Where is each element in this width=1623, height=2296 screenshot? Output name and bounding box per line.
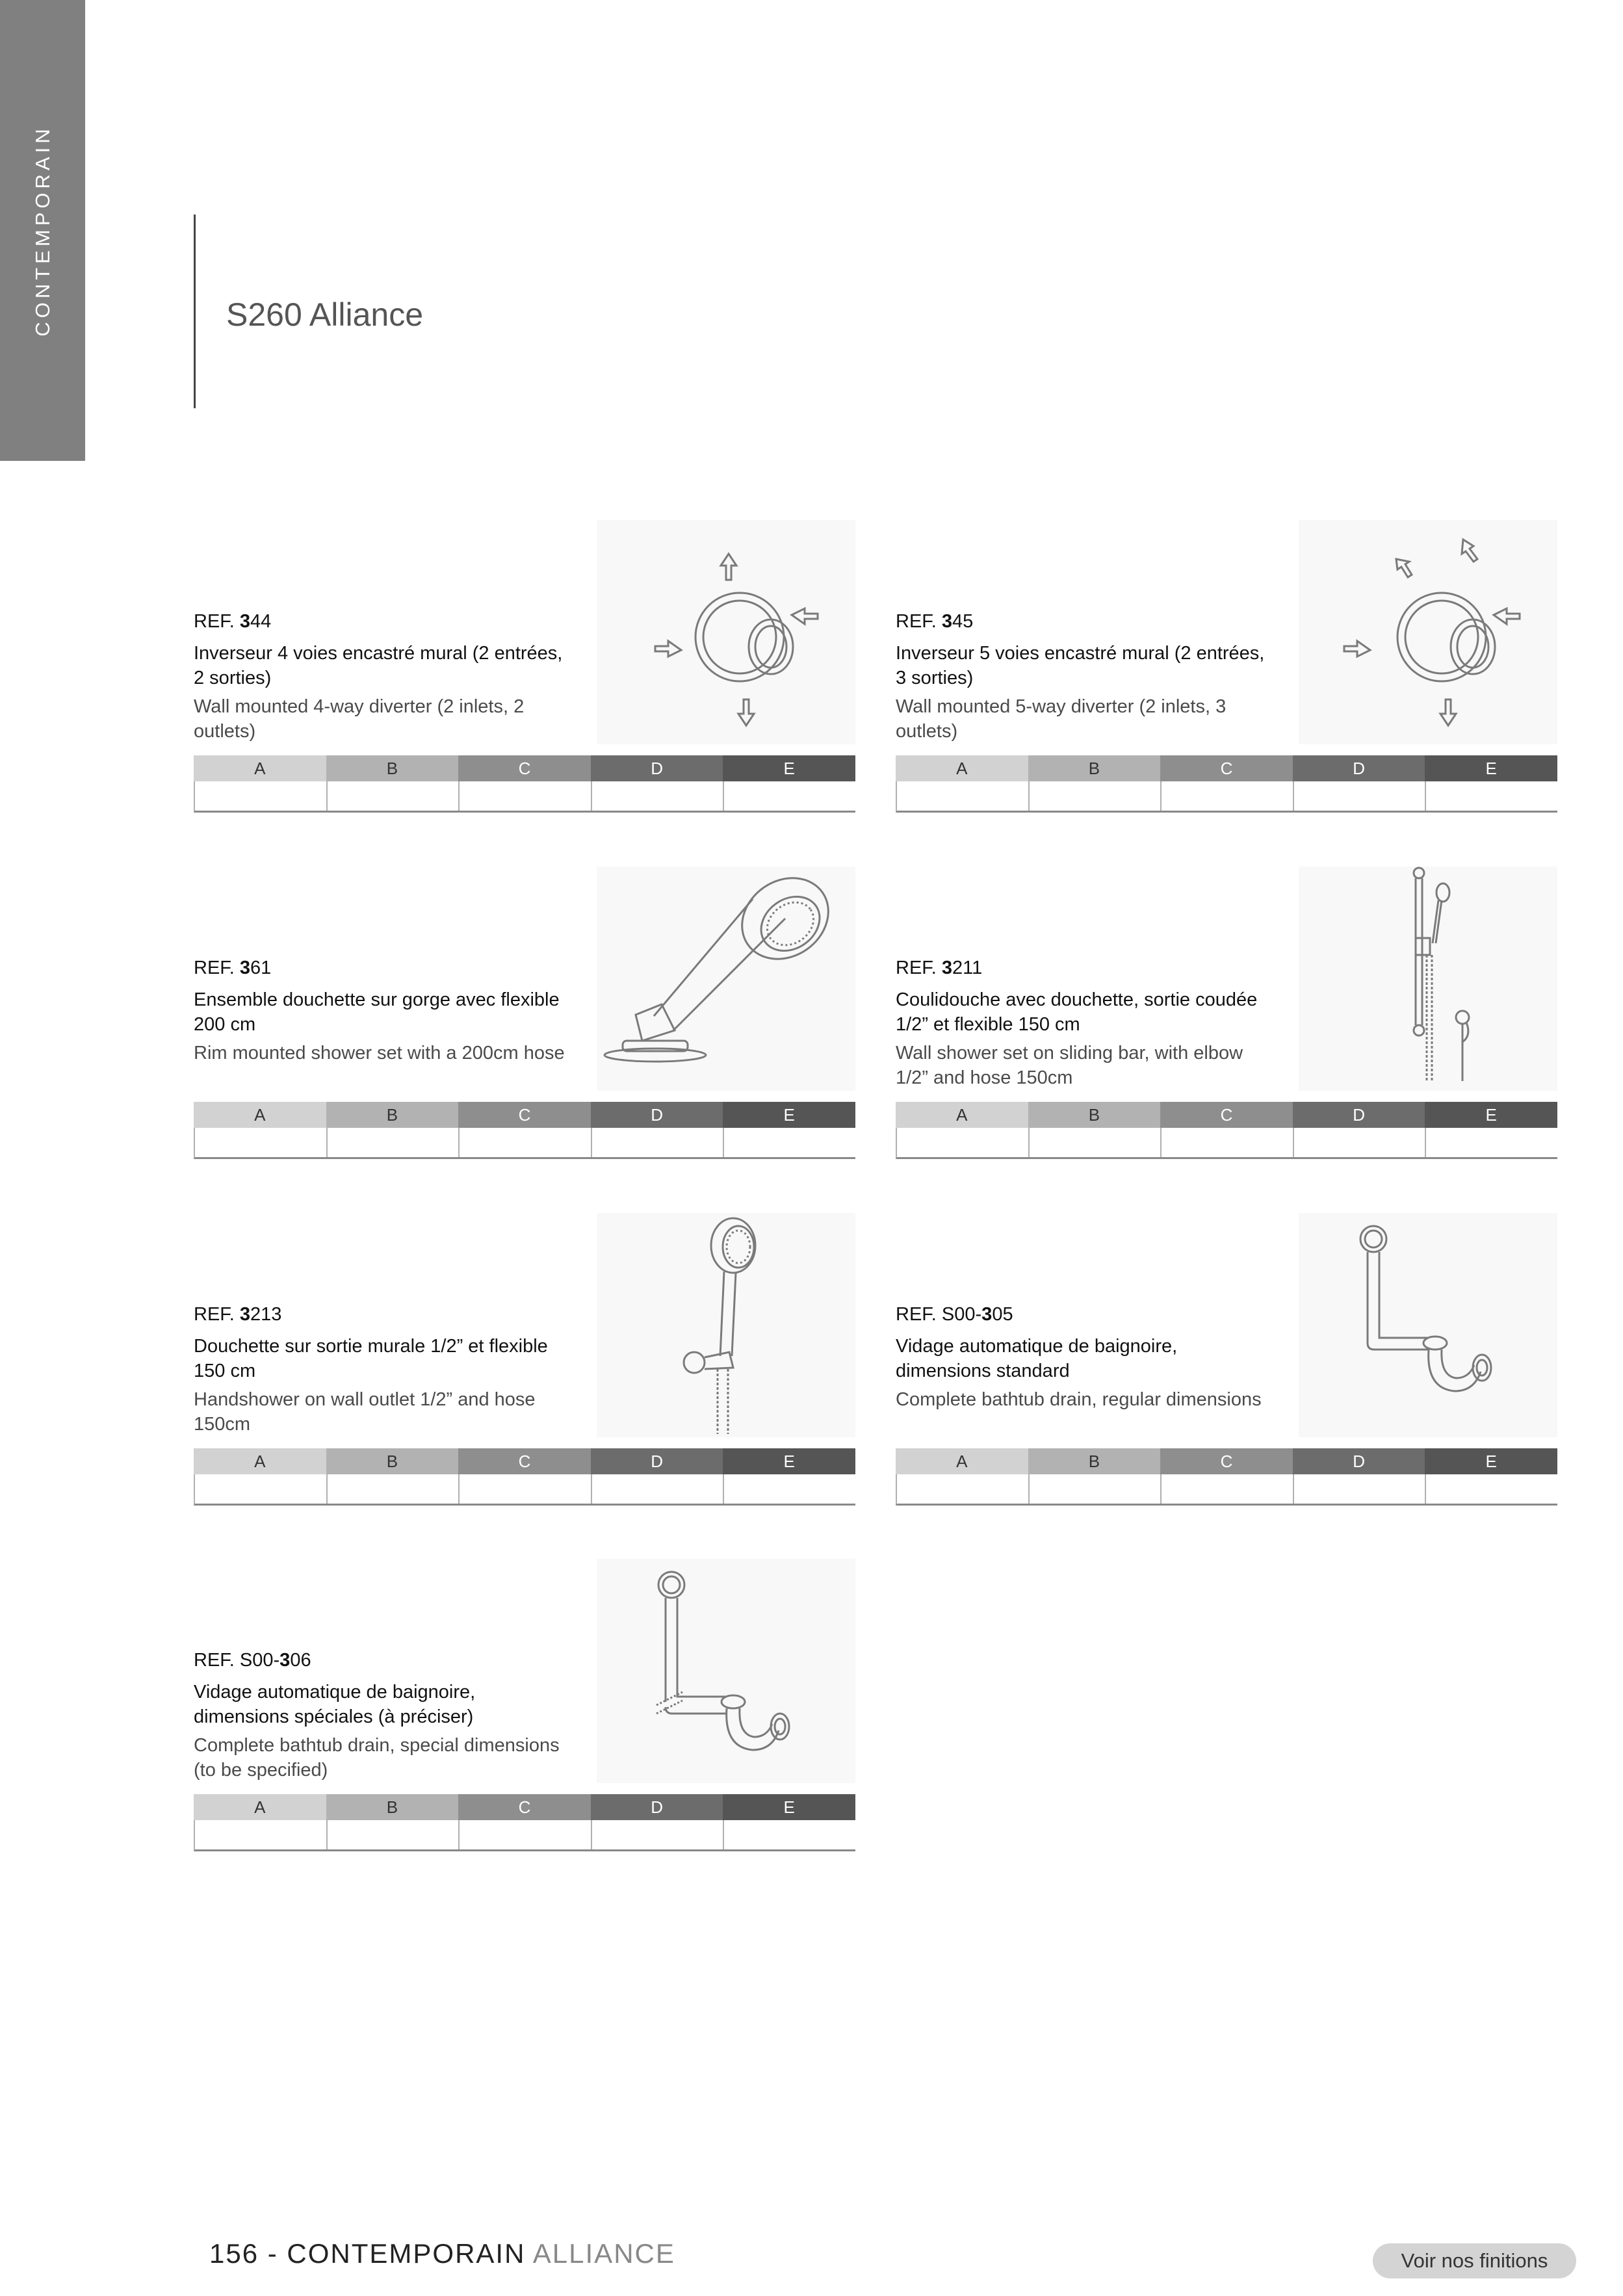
finish-col-b: B <box>326 1794 459 1820</box>
product-card <box>194 520 855 822</box>
finish-col-d: D <box>591 755 723 781</box>
product-card <box>896 867 1557 1169</box>
finish-col-b: B <box>1028 755 1161 781</box>
finish-col-c: C <box>458 755 591 781</box>
finish-col-e: E <box>723 1102 855 1128</box>
footer-collection: ALLIANCE <box>532 2238 675 2269</box>
side-section-label: CONTEMPORAIN <box>31 125 54 337</box>
finish-col-a: A <box>194 1794 326 1820</box>
finish-col-d: D <box>1293 755 1425 781</box>
product-ref: REF. S00-306 <box>194 1650 311 1671</box>
product-name-en: Complete bathtub drain, special dimensions (to be specified) <box>194 1735 560 1781</box>
finish-table <box>194 1794 855 1851</box>
finish-col-d: D <box>591 1102 723 1128</box>
finish-value-row <box>194 1820 855 1851</box>
finish-table <box>896 755 1557 813</box>
finish-header-row <box>194 1102 855 1128</box>
finish-col-b: B <box>1028 1448 1161 1474</box>
finish-col-a: A <box>194 755 326 781</box>
finish-col-a: A <box>194 1102 326 1128</box>
finish-table <box>194 1102 855 1159</box>
finish-col-d: D <box>1293 1448 1425 1474</box>
title-rule <box>194 215 196 408</box>
finish-col-d: D <box>591 1794 723 1820</box>
product-ref: REF. S00-305 <box>896 1304 1013 1325</box>
finish-header-row <box>896 755 1557 781</box>
finish-col-c: C <box>458 1102 591 1128</box>
product-ref: REF. 344 <box>194 611 272 632</box>
finish-col-b: B <box>326 755 459 781</box>
bathtub-drain-icon <box>1299 1213 1557 1437</box>
page-footer <box>209 2238 675 2269</box>
side-section-tab <box>0 0 85 461</box>
finish-col-e: E <box>1425 755 1557 781</box>
finish-col-b: B <box>1028 1102 1161 1128</box>
finish-col-b: B <box>326 1448 459 1474</box>
finish-header-row <box>194 755 855 781</box>
finish-col-e: E <box>1425 1448 1557 1474</box>
page-title: S260 Alliance <box>226 296 424 333</box>
finish-header-row <box>194 1794 855 1820</box>
finish-col-b: B <box>326 1102 459 1128</box>
finish-value-row <box>896 1128 1557 1159</box>
product-name-en: Complete bathtub drain, regular dimensions <box>896 1389 1262 1410</box>
finish-col-c: C <box>458 1794 591 1820</box>
finish-col-a: A <box>194 1448 326 1474</box>
finish-col-a: A <box>896 1102 1028 1128</box>
product-name-fr: Vidage automatique de baignoire, dimensions spéciales (à préciser) <box>194 1682 476 1727</box>
finish-header-row <box>896 1102 1557 1128</box>
product-name-fr: Inverseur 4 voies encastré mural (2 entrées, 2 sorties) <box>194 643 563 688</box>
bathtub-drain-special-icon <box>597 1559 855 1783</box>
finish-header-row <box>194 1448 855 1474</box>
finish-col-a: A <box>896 755 1028 781</box>
finish-col-a: A <box>896 1448 1028 1474</box>
finish-col-c: C <box>1160 755 1293 781</box>
product-name-en: Wall shower set on sliding bar, with elbow 1/2” and hose 150cm <box>896 1043 1243 1088</box>
product-name-fr: Vidage automatique de baignoire, dimensions standard <box>896 1336 1178 1381</box>
handshower-wall-outlet-icon <box>597 1213 855 1437</box>
finish-header-row <box>896 1448 1557 1474</box>
finish-col-c: C <box>458 1448 591 1474</box>
product-ref: REF. 345 <box>896 611 974 632</box>
footer-section: CONTEMPORAIN <box>287 2238 526 2269</box>
product-name-fr: Douchette sur sortie murale 1/2” et flexible 150 cm <box>194 1336 548 1381</box>
finish-value-row <box>194 1474 855 1506</box>
finish-col-e: E <box>723 1794 855 1820</box>
finish-col-e: E <box>1425 1102 1557 1128</box>
finish-col-c: C <box>1160 1102 1293 1128</box>
view-finishes-button[interactable]: Voir nos finitions <box>1373 2243 1576 2278</box>
product-card <box>896 520 1557 822</box>
finish-value-row <box>896 1474 1557 1506</box>
finish-table <box>194 1448 855 1506</box>
product-name-en: Handshower on wall outlet 1/2” and hose 150cm <box>194 1389 536 1435</box>
footer-separator: - <box>259 2238 287 2269</box>
product-name-fr: Coulidouche avec douchette, sortie coudée 1/2” et flexible 150 cm <box>896 989 1258 1035</box>
product-card <box>194 1559 855 1861</box>
diverter-4way-icon <box>597 520 855 744</box>
finish-col-c: C <box>1160 1448 1293 1474</box>
page-number: 156 <box>209 2238 259 2269</box>
product-ref: REF. 3211 <box>896 958 983 978</box>
sliding-bar-shower-icon <box>1299 867 1557 1091</box>
diverter-5way-icon <box>1299 520 1557 744</box>
product-name-en: Wall mounted 4-way diverter (2 inlets, 2 outlets) <box>194 696 525 742</box>
finish-col-d: D <box>591 1448 723 1474</box>
product-ref: REF. 361 <box>194 958 272 978</box>
product-name-en: Wall mounted 5-way diverter (2 inlets, 3 outlets) <box>896 696 1227 742</box>
product-name-en: Rim mounted shower set with a 200cm hose <box>194 1043 565 1063</box>
product-name-fr: Ensemble douchette sur gorge avec flexible 200 cm <box>194 989 560 1035</box>
finish-value-row <box>194 1128 855 1159</box>
product-name-fr: Inverseur 5 voies encastré mural (2 entrées, 3 sorties) <box>896 643 1265 688</box>
finish-value-row <box>194 781 855 813</box>
finish-col-e: E <box>723 755 855 781</box>
finish-col-e: E <box>723 1448 855 1474</box>
product-card <box>194 1213 855 1515</box>
product-ref: REF. 3213 <box>194 1304 282 1325</box>
product-card <box>896 1213 1557 1515</box>
finish-table <box>896 1102 1557 1159</box>
finish-col-d: D <box>1293 1102 1425 1128</box>
rim-shower-set-icon <box>597 867 855 1091</box>
finish-table <box>194 755 855 813</box>
finish-table <box>896 1448 1557 1506</box>
product-card <box>194 867 855 1169</box>
finish-value-row <box>896 781 1557 813</box>
